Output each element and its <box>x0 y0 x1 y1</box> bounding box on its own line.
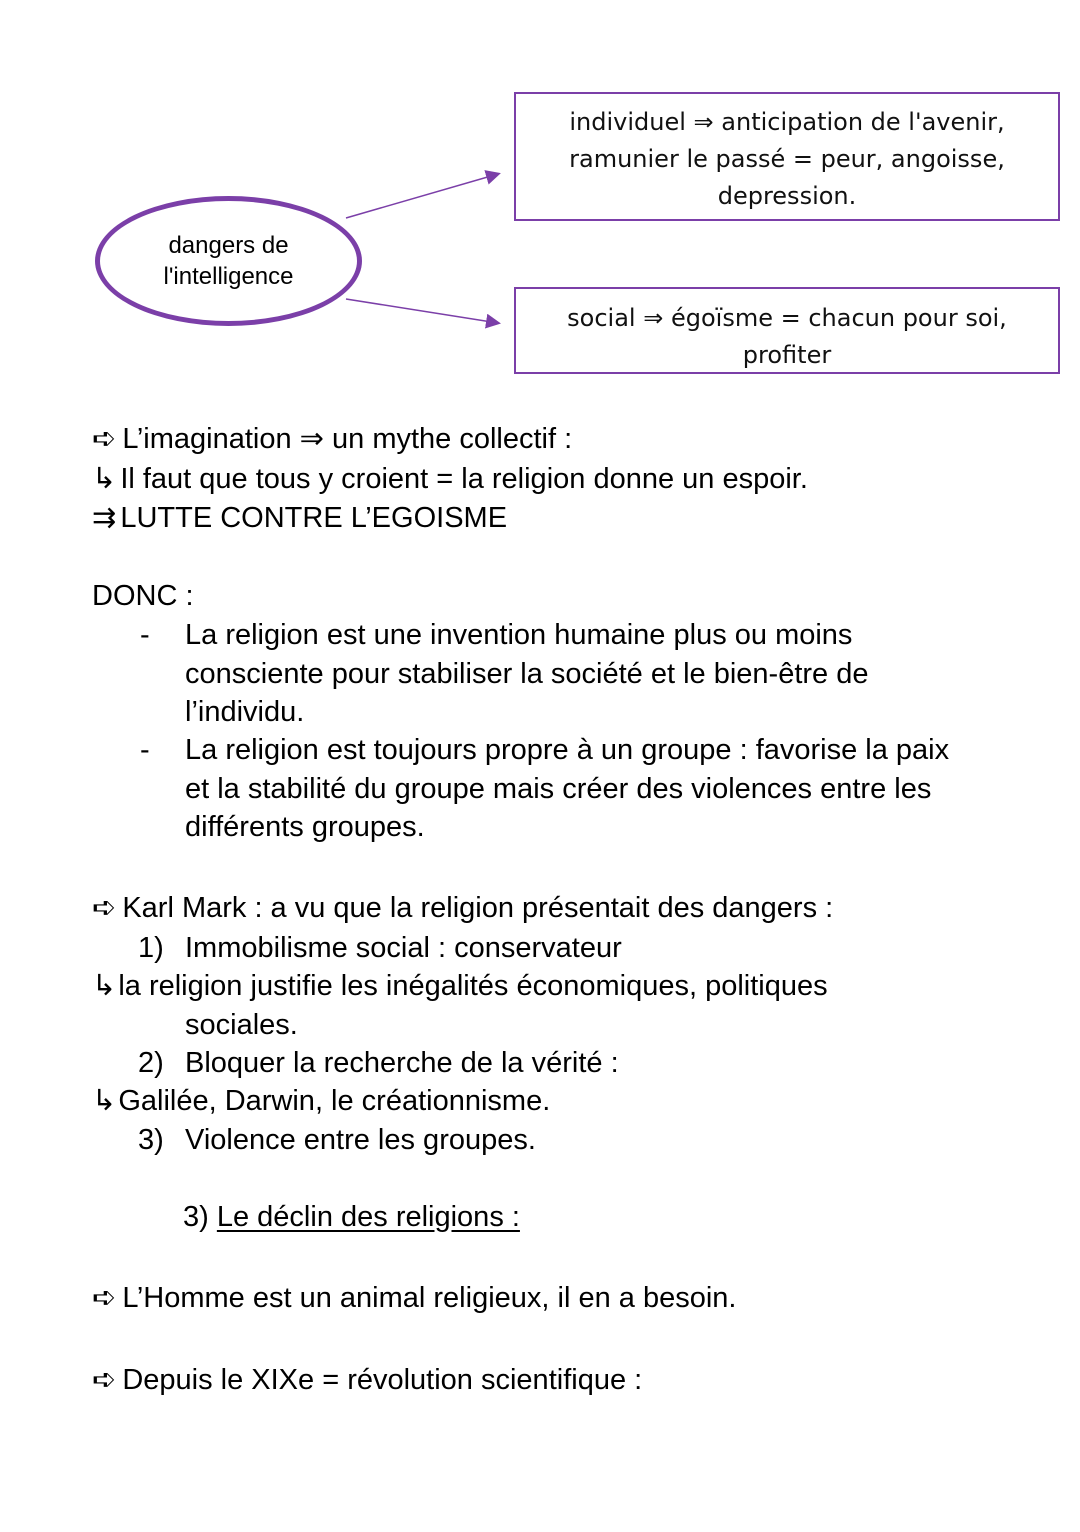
social-box <box>514 287 1060 374</box>
arrow-right-icon: ➪ <box>92 1282 117 1314</box>
section-heading: 3) Le déclin des religions : <box>183 1201 520 1233</box>
lutte-line: ⇉ LUTTE CONTRE L’EGOISME <box>92 499 507 537</box>
arrow-to-social <box>346 299 498 323</box>
marx-sub2: ↳Galilée, Darwin, le créationnisme. <box>92 1082 550 1120</box>
concept-ellipse-label: dangers de l'intelligence <box>163 232 294 290</box>
donc-item-1: La religion est une invention humaine plus ou moins consciente pour stabiliser la société et le bien-être de l’individu. <box>185 619 869 728</box>
double-arrow-icon: ⇉ <box>92 502 117 534</box>
point-number: 3) <box>138 1124 164 1156</box>
point-text: Immobilisme social : conservateur <box>185 932 622 964</box>
arrow-right-icon: ➪ <box>92 423 117 455</box>
marx-sub1-cont: sociales. <box>185 1009 298 1041</box>
croient-line: ↳ Il faut que tous y croient = la religion donne un espoir. <box>92 460 808 498</box>
sub-arrow-icon: ↳ <box>92 463 117 495</box>
sub-arrow-icon: ↳ <box>92 970 117 1002</box>
arrow-right-icon: ➪ <box>92 892 117 924</box>
individuel-box-text: individuel ⇒ anticipation de l'avenir, ramunier le passé = peur, angoisse, depression. <box>569 108 1005 210</box>
point-text: Bloquer la recherche de la vérité : <box>185 1047 619 1079</box>
donc-title: DONC : <box>92 580 194 612</box>
point-number: 2) <box>138 1047 164 1079</box>
marx-sub1: ↳la religion justifie les inégalités économiques, politiques <box>92 967 828 1005</box>
social-box-text: social ⇒ égoïsme = chacun pour soi, profiter <box>567 304 1007 369</box>
section-heading-title: Le déclin des religions : <box>216 1201 520 1233</box>
marx-intro: ➪ Karl Mark : a vu que la religion présentait des dangers : <box>92 889 833 927</box>
bullet-dash: - <box>140 734 150 766</box>
homme-line: ➪ L’Homme est un animal religieux, il en a besoin. <box>92 1279 736 1317</box>
individuel-box <box>514 92 1060 221</box>
arrow-to-individuel <box>346 174 498 218</box>
bullet-dash: - <box>140 619 150 651</box>
arrow-right-icon: ➪ <box>92 1364 117 1396</box>
donc-item-2: La religion est toujours propre à un groupe : favorise la paix et la stabilité du groupe mais créer des violences entre les différents groupes. <box>185 734 950 843</box>
imagination-line: ➪ L’imagination ⇒ un mythe collectif : <box>92 420 572 458</box>
point-text: Violence entre les groupes. <box>185 1124 536 1156</box>
xixe-line: ➪ Depuis le XIXe = révolution scientifique : <box>92 1361 642 1399</box>
point-number: 1) <box>138 932 164 964</box>
sub-arrow-icon: ↳ <box>92 1085 117 1117</box>
